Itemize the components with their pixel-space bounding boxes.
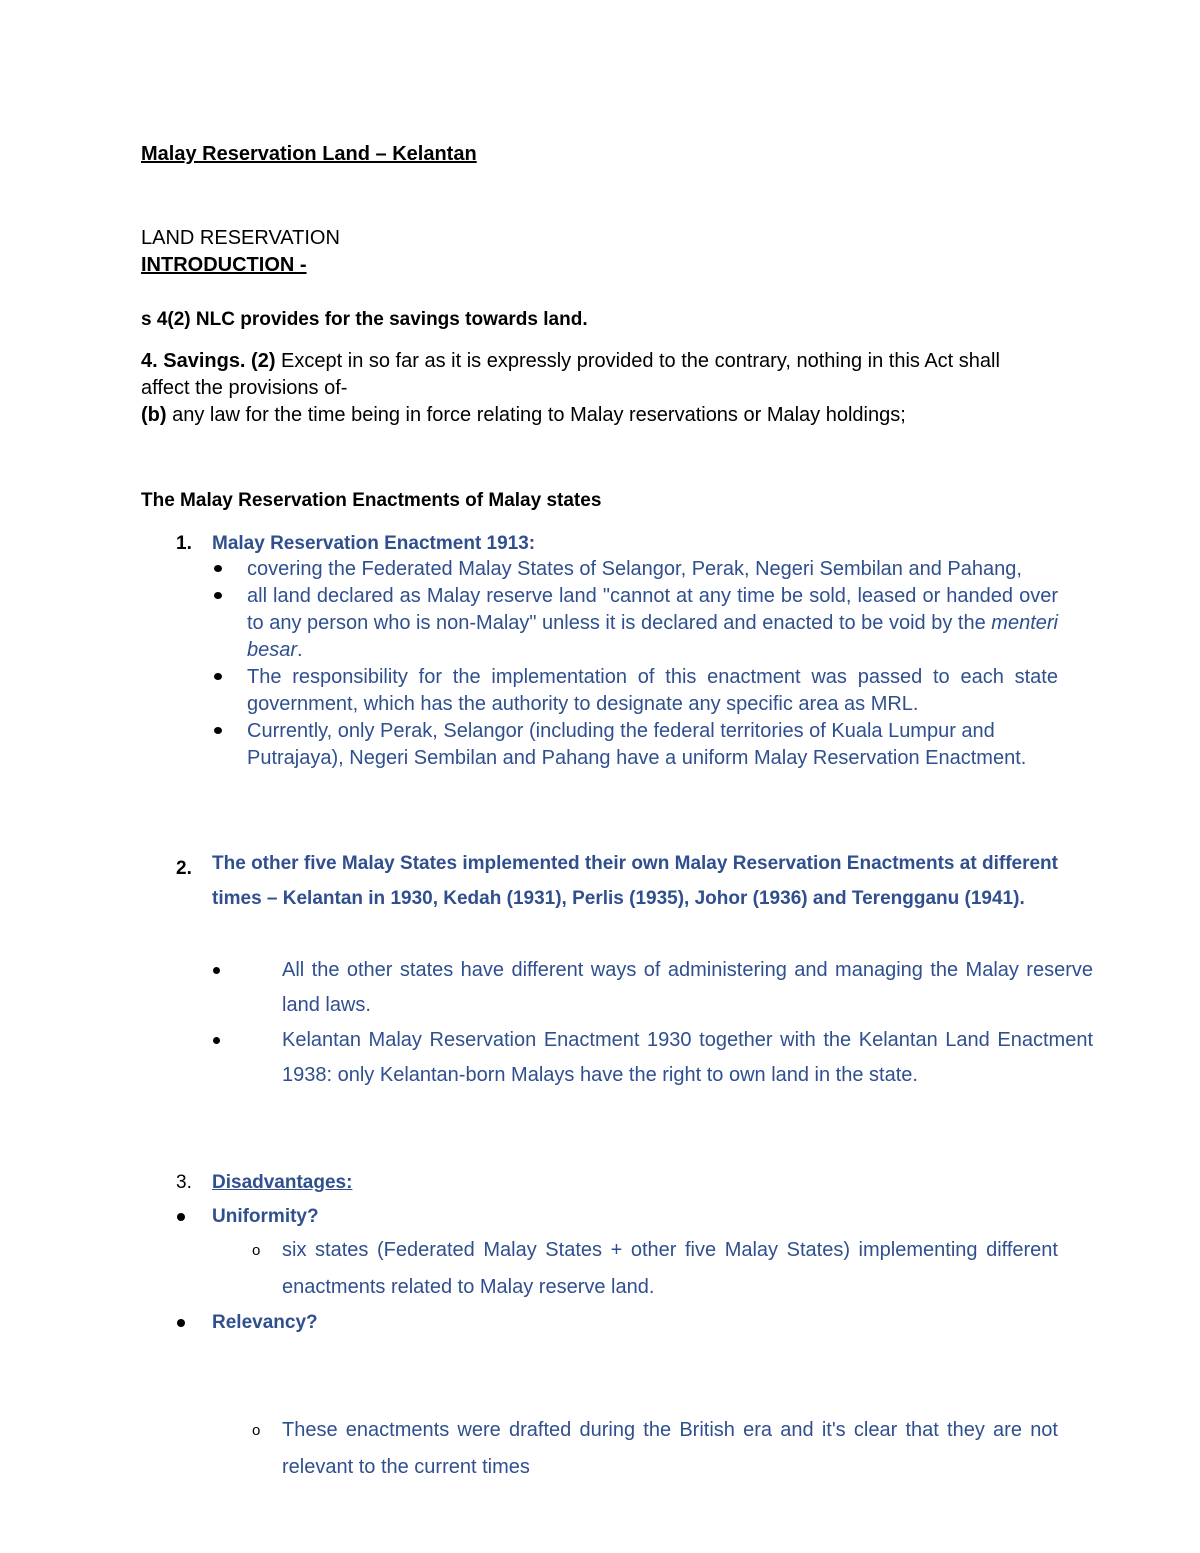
list-item: [212, 664, 1058, 718]
enactments-heading: The Malay Reservation Enactments of Malay states: [141, 490, 602, 511]
list-item: [212, 718, 1058, 772]
bullet-text: Kelantan Malay Reservation Enactment 1930 together with the Kelantan Land Enactment 1938: only Kelantan-born Malays have the right to own land in the state.: [282, 1029, 1093, 1086]
relevancy-sub-item: [212, 1412, 1058, 1486]
relevancy-label: Relevancy?: [212, 1312, 318, 1333]
land-reservation-heading: LAND RESERVATION: [141, 227, 340, 249]
uniformity-sub-item: [212, 1232, 1058, 1306]
savings-b-label: (b): [141, 404, 167, 426]
item3-number: 3.: [176, 1172, 192, 1193]
savings-text: Except in so far as it is expressly provided to the contrary, nothing in this Act shall affect the provisions of-: [141, 350, 1000, 399]
uniformity-text: six states (Federated Malay States + other five Malay States) implementing different enactments related to Malay reserve land.: [282, 1239, 1058, 1298]
document-title: Malay Reservation Land – Kelantan: [141, 143, 477, 165]
item1-title: Malay Reservation Enactment 1913:: [212, 533, 536, 554]
item2-number: 2.: [176, 858, 192, 879]
bullet-text: The responsibility for the implementation of this enactment was passed to each state government, which has the authority to designate any specific area as MRL.: [247, 666, 1058, 715]
relevancy-text: These enactments were drafted during the British era and it's clear that they are not relevant to the current times: [282, 1419, 1058, 1478]
list-item: [177, 1023, 1093, 1093]
list-item: [212, 556, 1058, 583]
bullet-text: Currently, only Perak, Selangor (including the federal territories of Kuala Lumpur and Putrajaya), Negeri Sembilan and Pahang have a uniform Malay Reservation Enactment.: [247, 720, 1027, 769]
circle-marker-icon: o: [252, 1242, 261, 1259]
list-item: [212, 583, 1058, 664]
disadvantages-heading: Disadvantages:: [212, 1172, 353, 1193]
item1-bullet-list: [212, 556, 1058, 772]
item1-number: 1.: [176, 533, 192, 554]
bullet-text: All the other states have different ways of administering and managing the Malay reserve land laws.: [282, 959, 1093, 1016]
introduction-heading: INTRODUCTION -: [141, 254, 307, 276]
circle-marker-icon: o: [252, 1422, 261, 1439]
item2-title: The other five Malay States implemented their own Malay Reservation Enactments at different times – Kelantan in 1930, Kedah (1931), Perlis (1935), Johor (1936) and Terengganu (1941).: [212, 853, 1058, 909]
bullet-text-end: .: [297, 639, 303, 661]
bullet-icon: [177, 1213, 185, 1221]
s42-statement: s 4(2) NLC provides for the savings towards land.: [141, 309, 588, 330]
list-item: [177, 953, 1093, 1023]
item2-bullet-list: [212, 953, 1093, 1093]
bullet-text: covering the Federated Malay States of Selangor, Perak, Negeri Sembilan and Pahang,: [247, 558, 1022, 580]
bullet-text: all land declared as Malay reserve land "cannot at any time be sold, leased or handed over to any person who is non-Malay" unless it is declared and enacted to be void by the: [247, 585, 1058, 634]
savings-b-text: any law for the time being in force relating to Malay reservations or Malay holdings;: [166, 404, 906, 426]
savings-label: 4. Savings. (2): [141, 350, 276, 372]
savings-paragraph: [141, 348, 1021, 429]
uniformity-label: Uniformity?: [212, 1206, 319, 1227]
menteri-besar-italic: menteri besar: [247, 612, 1058, 661]
bullet-icon: [177, 1319, 185, 1327]
